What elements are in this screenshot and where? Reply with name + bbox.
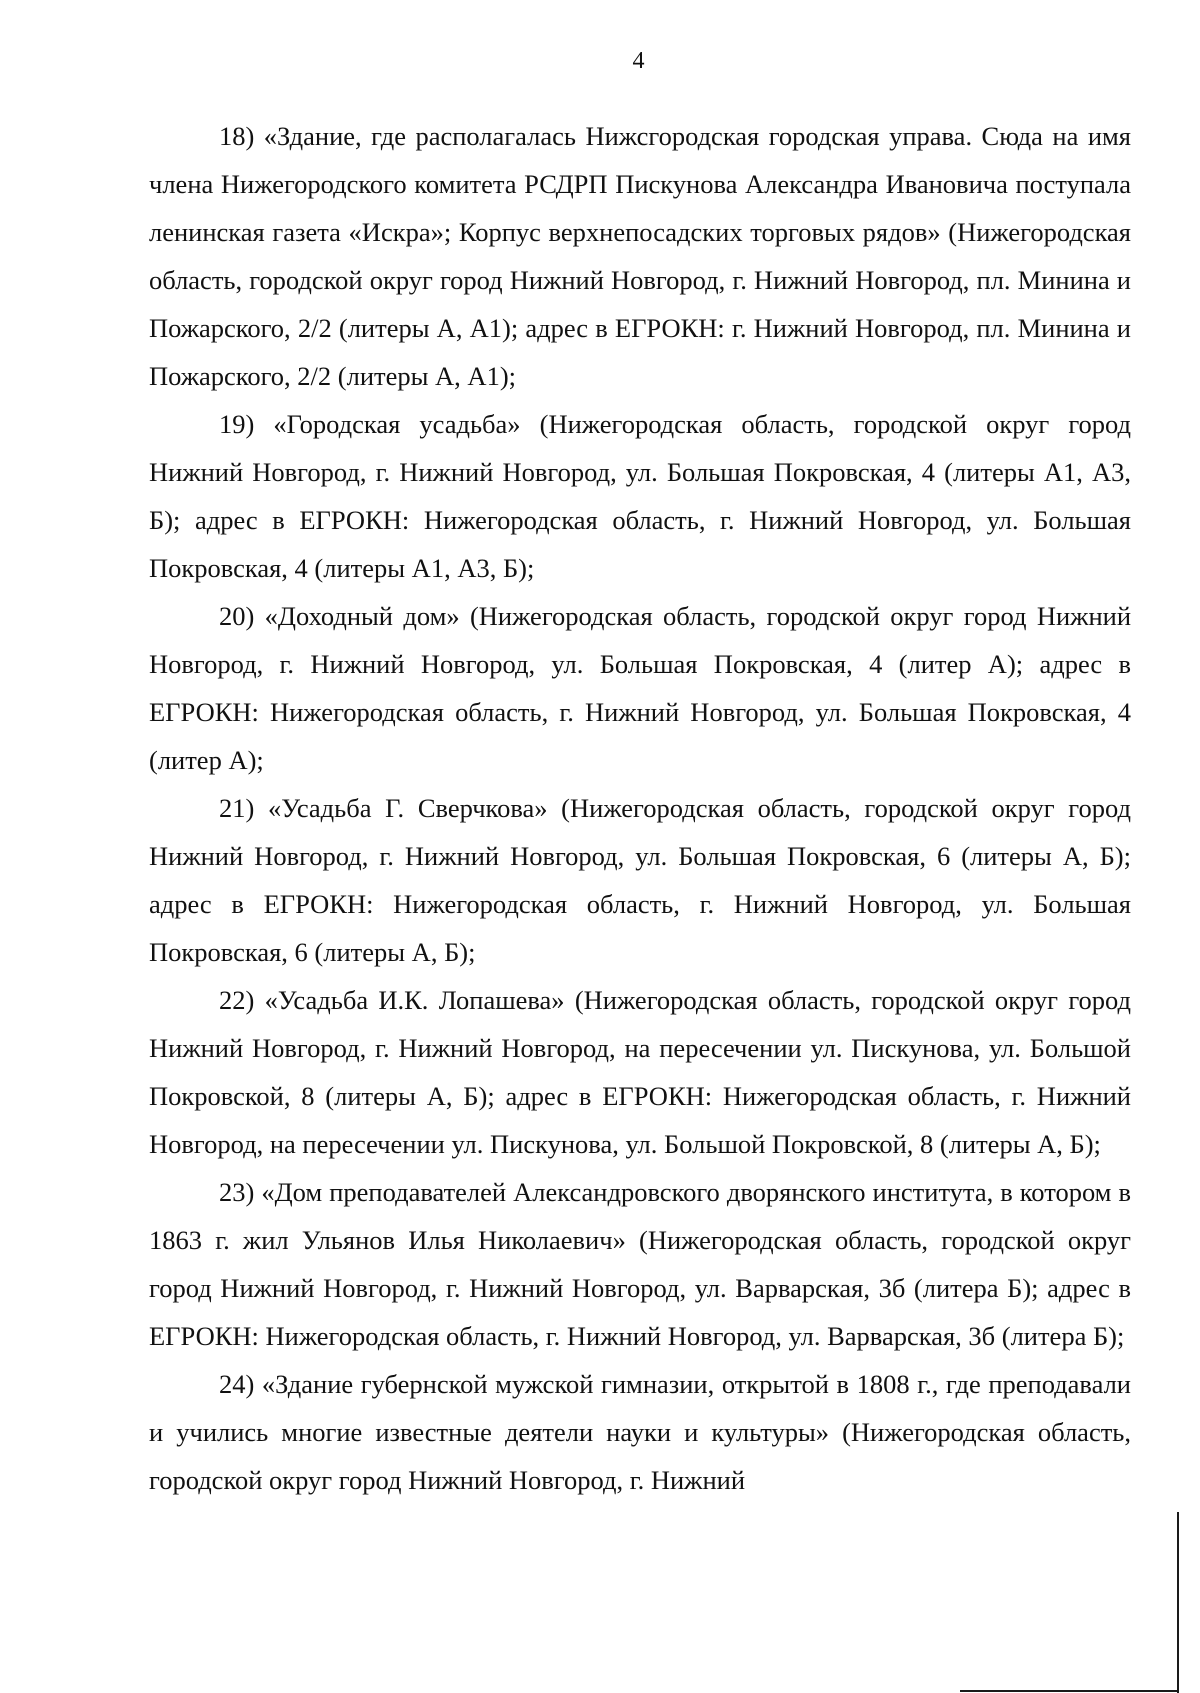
scan-edge-line-vertical	[1177, 1512, 1179, 1693]
list-item-21: 21) «Усадьба Г. Сверчкова» (Нижегородская область, городской округ город Нижний Новгород, г. Нижний Новгород, ул. Большая Покровская, 6 (литеры А, Б); адрес в ЕГРОКН: Нижегородская область, г. Нижний Новгород, ул. Большая Покровская, 6 (литеры А, Б);	[149, 793, 1131, 967]
list-item-19: 19) «Городская усадьба» (Нижегородская область, городской округ город Нижний Новгород, г. Нижний Новгород, ул. Большая Покровская, 4 (литеры А1, А3, Б); адрес в ЕГРОКН: Нижегородская область, г. Нижний Новгород, ул. Большая Покровская, 4 (литеры А1, А3, Б);	[149, 409, 1131, 583]
list-item-22: 22) «Усадьба И.К. Лопашева» (Нижегородская область, городской округ город Нижний Новгород, г. Нижний Новгород, на пересечении ул. Пискунова, ул. Большой Покровской, 8 (литеры А, Б); адрес в ЕГРОКН: Нижегородская область, г. Нижний Новгород, на пересечении ул. Пискунова, ул. Большой Покровской, 8 (литеры А, Б);	[149, 985, 1131, 1159]
list-item-20: 20) «Доходный дом» (Нижегородская область, городской округ город Нижний Новгород, г. Нижний Новгород, ул. Большая Покровская, 4 (литер А); адрес в ЕГРОКН: Нижегородская область, г. Нижний Новгород, ул. Большая Покровская, 4 (литер А);	[149, 601, 1131, 775]
document-body	[149, 112, 1131, 1504]
scan-edge-line-horizontal	[960, 1690, 1179, 1692]
list-item-24: 24) «Здание губернской мужской гимназии, открытой в 1808 г., где преподавали и учились многие известные деятели науки и культуры» (Нижегородская область, городской округ город Нижний Новгород, г. Нижний	[149, 1369, 1131, 1495]
list-item-23: 23) «Дом преподавателей Александровского дворянского института, в котором в 1863 г. жил Ульянов Илья Николаевич» (Нижегородская область, городской округ город Нижний Новгород, г. Нижний Новгород, ул. Варварская, 3б (литера Б); адрес в ЕГРОКН: Нижегородская область, г. Нижний Новгород, ул. Варварская, 3б (литера Б);	[149, 1177, 1131, 1351]
page-number: 4	[632, 48, 645, 74]
list-item-18: 18) «Здание, где располагалась Нижсгородская городская управа. Сюда на имя члена Нижегородского комитета РСДРП Пискунова Александра Ивановича поступала ленинская газета «Искра»; Корпус верхнепосадских торговых рядов» (Нижегородская область, городской округ город Нижний Новгород, г. Нижний Новгород, пл. Минина и Пожарского, 2/2 (литеры А, А1); адрес в ЕГРОКН: г. Нижний Новгород, пл. Минина и Пожарского, 2/2 (литеры А, А1);	[149, 121, 1131, 391]
